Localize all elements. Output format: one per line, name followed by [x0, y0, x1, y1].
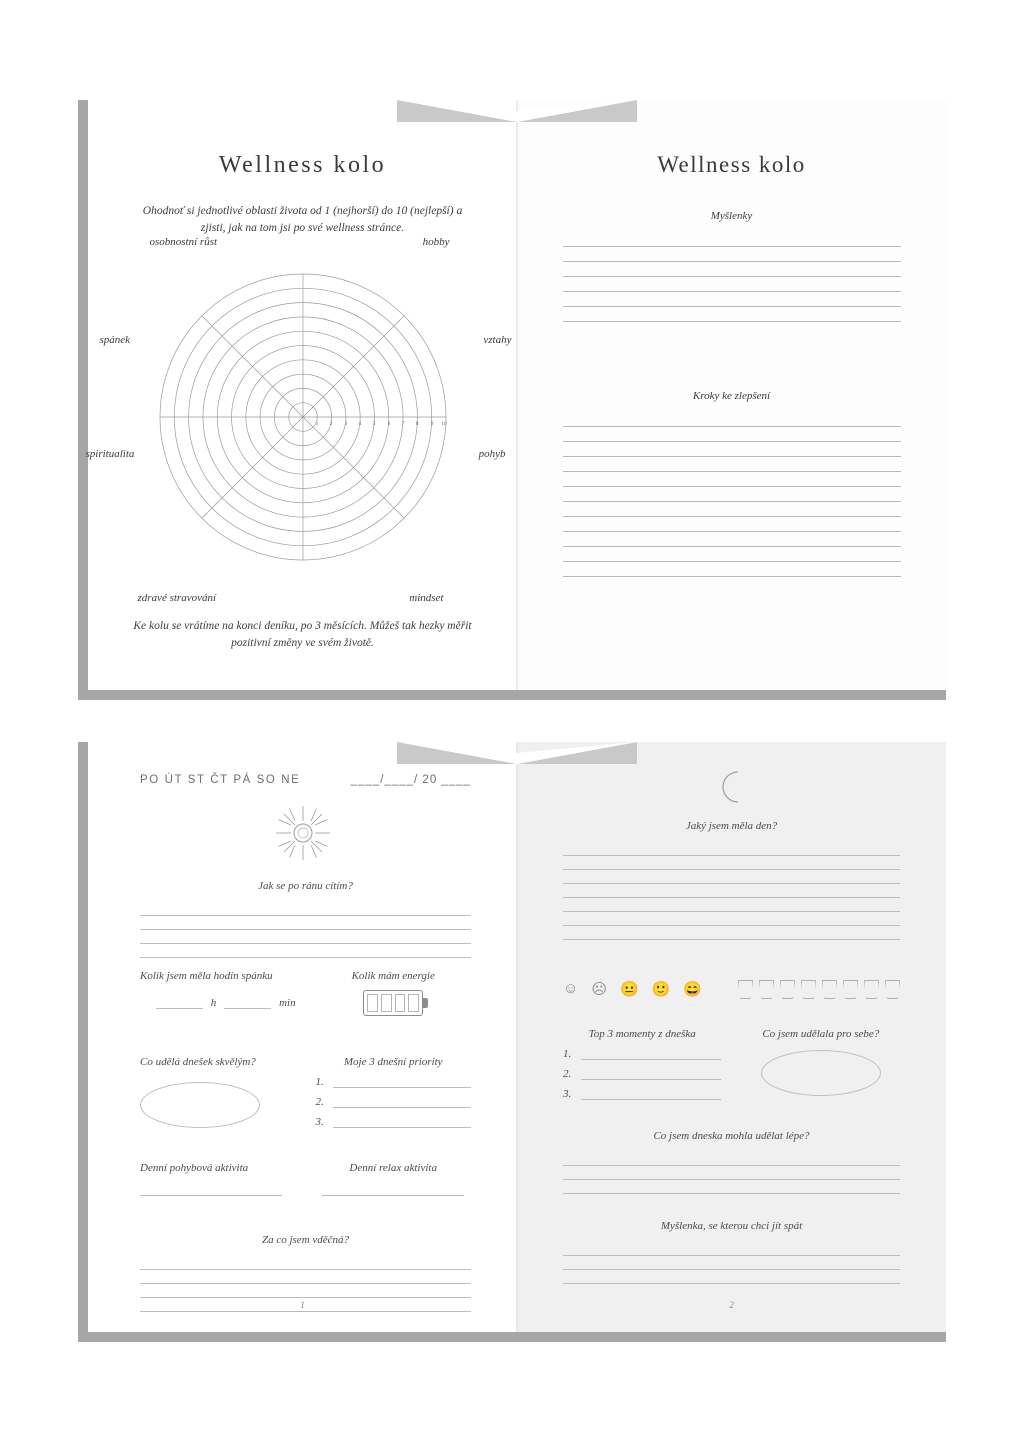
- svg-text:2: 2: [329, 420, 332, 427]
- relax-activity-label: Denní relax aktivita: [349, 1162, 437, 1174]
- mood-face-icon[interactable]: 😐: [619, 982, 639, 998]
- write-line[interactable]: [563, 292, 901, 307]
- write-line[interactable]: [140, 1270, 471, 1284]
- battery-cell[interactable]: [408, 994, 419, 1012]
- list-number: 2.: [563, 1068, 572, 1080]
- svg-text:7: 7: [401, 420, 404, 427]
- wellness-wheel[interactable]: [85, 235, 512, 604]
- mood-face-icon[interactable]: 🙂: [651, 982, 671, 998]
- how-was-day-lines[interactable]: [563, 842, 900, 940]
- write-line[interactable]: [563, 307, 901, 322]
- write-line[interactable]: [563, 1270, 900, 1284]
- sun-icon: [274, 804, 332, 867]
- sleep-hours-unit: h: [210, 997, 217, 1009]
- wellness-right-page: [517, 100, 946, 690]
- list-number: 3.: [315, 1116, 324, 1128]
- top3-block: [563, 1028, 721, 1100]
- selfcare-ellipse[interactable]: [761, 1050, 881, 1096]
- bedtime-thought-label: Myšlenka, se kterou chci jít spát: [660, 1220, 803, 1232]
- energy-label: Kolik mám energie: [351, 970, 435, 982]
- could-do-better-label: Co jsem dneska mohla udělat lépe?: [653, 1130, 810, 1142]
- energy-block: [315, 970, 471, 1016]
- write-line[interactable]: [140, 944, 471, 958]
- list-number: 2.: [315, 1096, 324, 1108]
- list-item[interactable]: [563, 1047, 721, 1060]
- water-tracker[interactable]: [738, 980, 900, 999]
- list-item[interactable]: [315, 1095, 471, 1108]
- sleep-block: [140, 970, 296, 1016]
- instructions-text: Ohodnoť si jednotlivé oblasti života od 1 (nejhorší) do 10 (nejlepší) a zjisti, jak na tom jsi po své wellness stránce.: [142, 205, 463, 235]
- write-line[interactable]: [563, 472, 901, 487]
- list-item[interactable]: [315, 1115, 471, 1128]
- wheel-label-spanek: spánek: [99, 333, 131, 346]
- water-cup-icon[interactable]: [738, 980, 753, 999]
- selfcare-block: [742, 1028, 900, 1100]
- page-title-right: Wellness kolo: [657, 152, 806, 177]
- svg-text:4: 4: [358, 420, 361, 427]
- date-field[interactable]: ____/____/ 20 ____: [350, 774, 471, 786]
- priorities-label: Moje 3 dnešní priority: [343, 1056, 443, 1068]
- page-number: 1: [300, 1300, 305, 1310]
- write-line[interactable]: [140, 916, 471, 930]
- spine-wedge: [397, 100, 637, 122]
- sleep-hours-input[interactable]: [156, 996, 203, 1009]
- top3-label: Top 3 momenty z dneška: [588, 1028, 696, 1040]
- write-line[interactable]: [563, 502, 901, 517]
- great-day-block: [140, 1056, 296, 1128]
- svg-text:1: 1: [315, 420, 318, 427]
- write-line[interactable]: [333, 1075, 471, 1088]
- write-line[interactable]: [563, 412, 901, 427]
- svg-text:8: 8: [415, 420, 418, 427]
- relax-activity-input[interactable]: [322, 1194, 464, 1196]
- list-item[interactable]: [315, 1075, 471, 1088]
- sleep-minutes-unit: min: [279, 997, 296, 1009]
- mood-tracker[interactable]: [563, 980, 702, 999]
- write-line[interactable]: [563, 427, 901, 442]
- write-line[interactable]: [140, 930, 471, 944]
- great-day-ellipse[interactable]: [140, 1082, 260, 1128]
- write-line[interactable]: [563, 926, 900, 940]
- write-line[interactable]: [563, 547, 901, 562]
- write-line[interactable]: [563, 1242, 900, 1256]
- wheel-label-osobnostni-rust: osobnostní růst: [149, 235, 218, 248]
- priorities-block: [315, 1056, 471, 1128]
- spine-wedge: [397, 742, 637, 764]
- relax-activity-block: [315, 1162, 471, 1196]
- thoughts-label: Myšlenky: [710, 210, 753, 222]
- write-line[interactable]: [140, 1256, 471, 1270]
- write-line[interactable]: [581, 1067, 721, 1080]
- page-number: 2: [729, 1300, 734, 1310]
- gratitude-label: Za co jsem vděčná?: [261, 1234, 350, 1246]
- write-line[interactable]: [563, 442, 901, 457]
- mood-face-icon[interactable]: 😄: [683, 982, 703, 998]
- write-line[interactable]: [581, 1087, 721, 1100]
- wheel-label-spiritualita: spiritualita: [85, 447, 135, 460]
- wheel-scale-numbers: [315, 421, 446, 427]
- list-item[interactable]: [563, 1067, 721, 1080]
- write-line[interactable]: [563, 1166, 900, 1180]
- daily-spread: [78, 742, 946, 1342]
- book-gutter: [517, 742, 518, 1332]
- water-cup-icon[interactable]: [885, 980, 900, 999]
- svg-text:5: 5: [372, 420, 375, 427]
- battery-icon[interactable]: [363, 990, 423, 1016]
- how-was-day-label: Jaký jsem měla den?: [685, 820, 778, 832]
- write-line[interactable]: [563, 884, 900, 898]
- wellness-left-page: [85, 100, 517, 690]
- write-line[interactable]: [333, 1095, 471, 1108]
- write-line[interactable]: [581, 1047, 721, 1060]
- wheel-label-pohyb: pohyb: [478, 447, 506, 460]
- book-gutter: [517, 100, 518, 690]
- thoughts-writing-area[interactable]: [563, 232, 901, 322]
- great-day-label: Co udělá dnešek skvělým?: [140, 1056, 256, 1068]
- write-line[interactable]: [563, 232, 901, 247]
- write-line[interactable]: [563, 262, 901, 277]
- svg-text:9: 9: [430, 420, 433, 427]
- mood-face-icon[interactable]: ☺: [563, 981, 579, 997]
- write-line[interactable]: [563, 247, 901, 262]
- water-cup-icon[interactable]: [801, 980, 816, 999]
- write-line[interactable]: [563, 898, 900, 912]
- write-line[interactable]: [563, 457, 901, 472]
- write-line[interactable]: [140, 902, 471, 916]
- write-line[interactable]: [563, 1180, 900, 1194]
- battery-cell[interactable]: [381, 994, 392, 1012]
- sleep-minutes-input[interactable]: [224, 996, 271, 1009]
- write-line[interactable]: [140, 1298, 471, 1312]
- sleep-hours-label: Kolik jsem měla hodin spánku: [140, 970, 273, 982]
- movement-activity-input[interactable]: [140, 1194, 282, 1196]
- list-number: 3.: [563, 1088, 572, 1100]
- write-line[interactable]: [563, 1152, 900, 1166]
- morning-feeling-label: Jak se po ránu cítím?: [258, 880, 353, 892]
- water-cup-icon[interactable]: [822, 980, 837, 999]
- battery-cell[interactable]: [367, 994, 378, 1012]
- svg-text:3: 3: [344, 420, 347, 427]
- wheel-graphic: [138, 252, 468, 582]
- water-cup-icon[interactable]: [759, 980, 774, 999]
- write-line[interactable]: [563, 532, 901, 547]
- open-book: [85, 100, 946, 690]
- daily-left-page: [88, 742, 517, 1332]
- write-line[interactable]: [563, 562, 901, 577]
- bedtime-thought-lines[interactable]: [563, 1242, 900, 1284]
- daily-right-page: [517, 742, 946, 1332]
- moon-icon: [717, 770, 747, 809]
- list-number: 1.: [563, 1048, 572, 1060]
- priorities-list[interactable]: [315, 1075, 471, 1128]
- write-line[interactable]: [563, 1256, 900, 1270]
- write-line[interactable]: [140, 1284, 471, 1298]
- wheel-label-mindset: mindset: [409, 591, 444, 604]
- water-cup-icon[interactable]: [864, 980, 879, 999]
- svg-text:6: 6: [387, 420, 390, 427]
- could-do-better-lines[interactable]: [563, 1152, 900, 1194]
- gratitude-lines[interactable]: [140, 1256, 471, 1312]
- water-cup-icon[interactable]: [780, 980, 795, 999]
- mood-face-icon[interactable]: ☹: [591, 982, 607, 998]
- write-line[interactable]: [563, 856, 900, 870]
- write-line[interactable]: [563, 277, 901, 292]
- wellness-spread: [78, 100, 946, 700]
- write-line[interactable]: [563, 842, 900, 856]
- svg-text:10: 10: [440, 420, 447, 427]
- improvement-steps-label: Kroky ke zlepšení: [692, 390, 771, 402]
- top3-list[interactable]: [563, 1047, 721, 1100]
- write-line[interactable]: [563, 870, 900, 884]
- movement-activity-block: [140, 1162, 296, 1196]
- weekday-selector[interactable]: PO ÚT ST ČT PÁ SO NE: [140, 774, 301, 786]
- movement-activity-label: Denní pohybová aktivita: [140, 1162, 249, 1174]
- list-number: 1.: [315, 1076, 324, 1088]
- water-cup-icon[interactable]: [843, 980, 858, 999]
- write-line[interactable]: [563, 912, 900, 926]
- battery-cell[interactable]: [395, 994, 406, 1012]
- open-book-daily: [88, 742, 946, 1332]
- closing-note: Ke kolu se vrátíme na konci deníku, po 3 měsících. Můžeš tak hezky měřit pozitivní změny ve svém životě.: [133, 619, 472, 649]
- wheel-label-vztahy: vztahy: [483, 333, 512, 346]
- wheel-label-hobby: hobby: [422, 235, 450, 248]
- write-line[interactable]: [563, 487, 901, 502]
- write-line[interactable]: [333, 1115, 471, 1128]
- page-title: Wellness kolo: [218, 152, 387, 178]
- selfcare-label: Co jsem udělala pro sebe?: [762, 1028, 880, 1040]
- list-item[interactable]: [563, 1087, 721, 1100]
- wheel-label-zdrave-stravovani: zdravé stravování: [137, 591, 217, 604]
- morning-feeling-lines[interactable]: [140, 902, 471, 958]
- improvement-steps-writing-area[interactable]: [563, 412, 901, 577]
- write-line[interactable]: [563, 517, 901, 532]
